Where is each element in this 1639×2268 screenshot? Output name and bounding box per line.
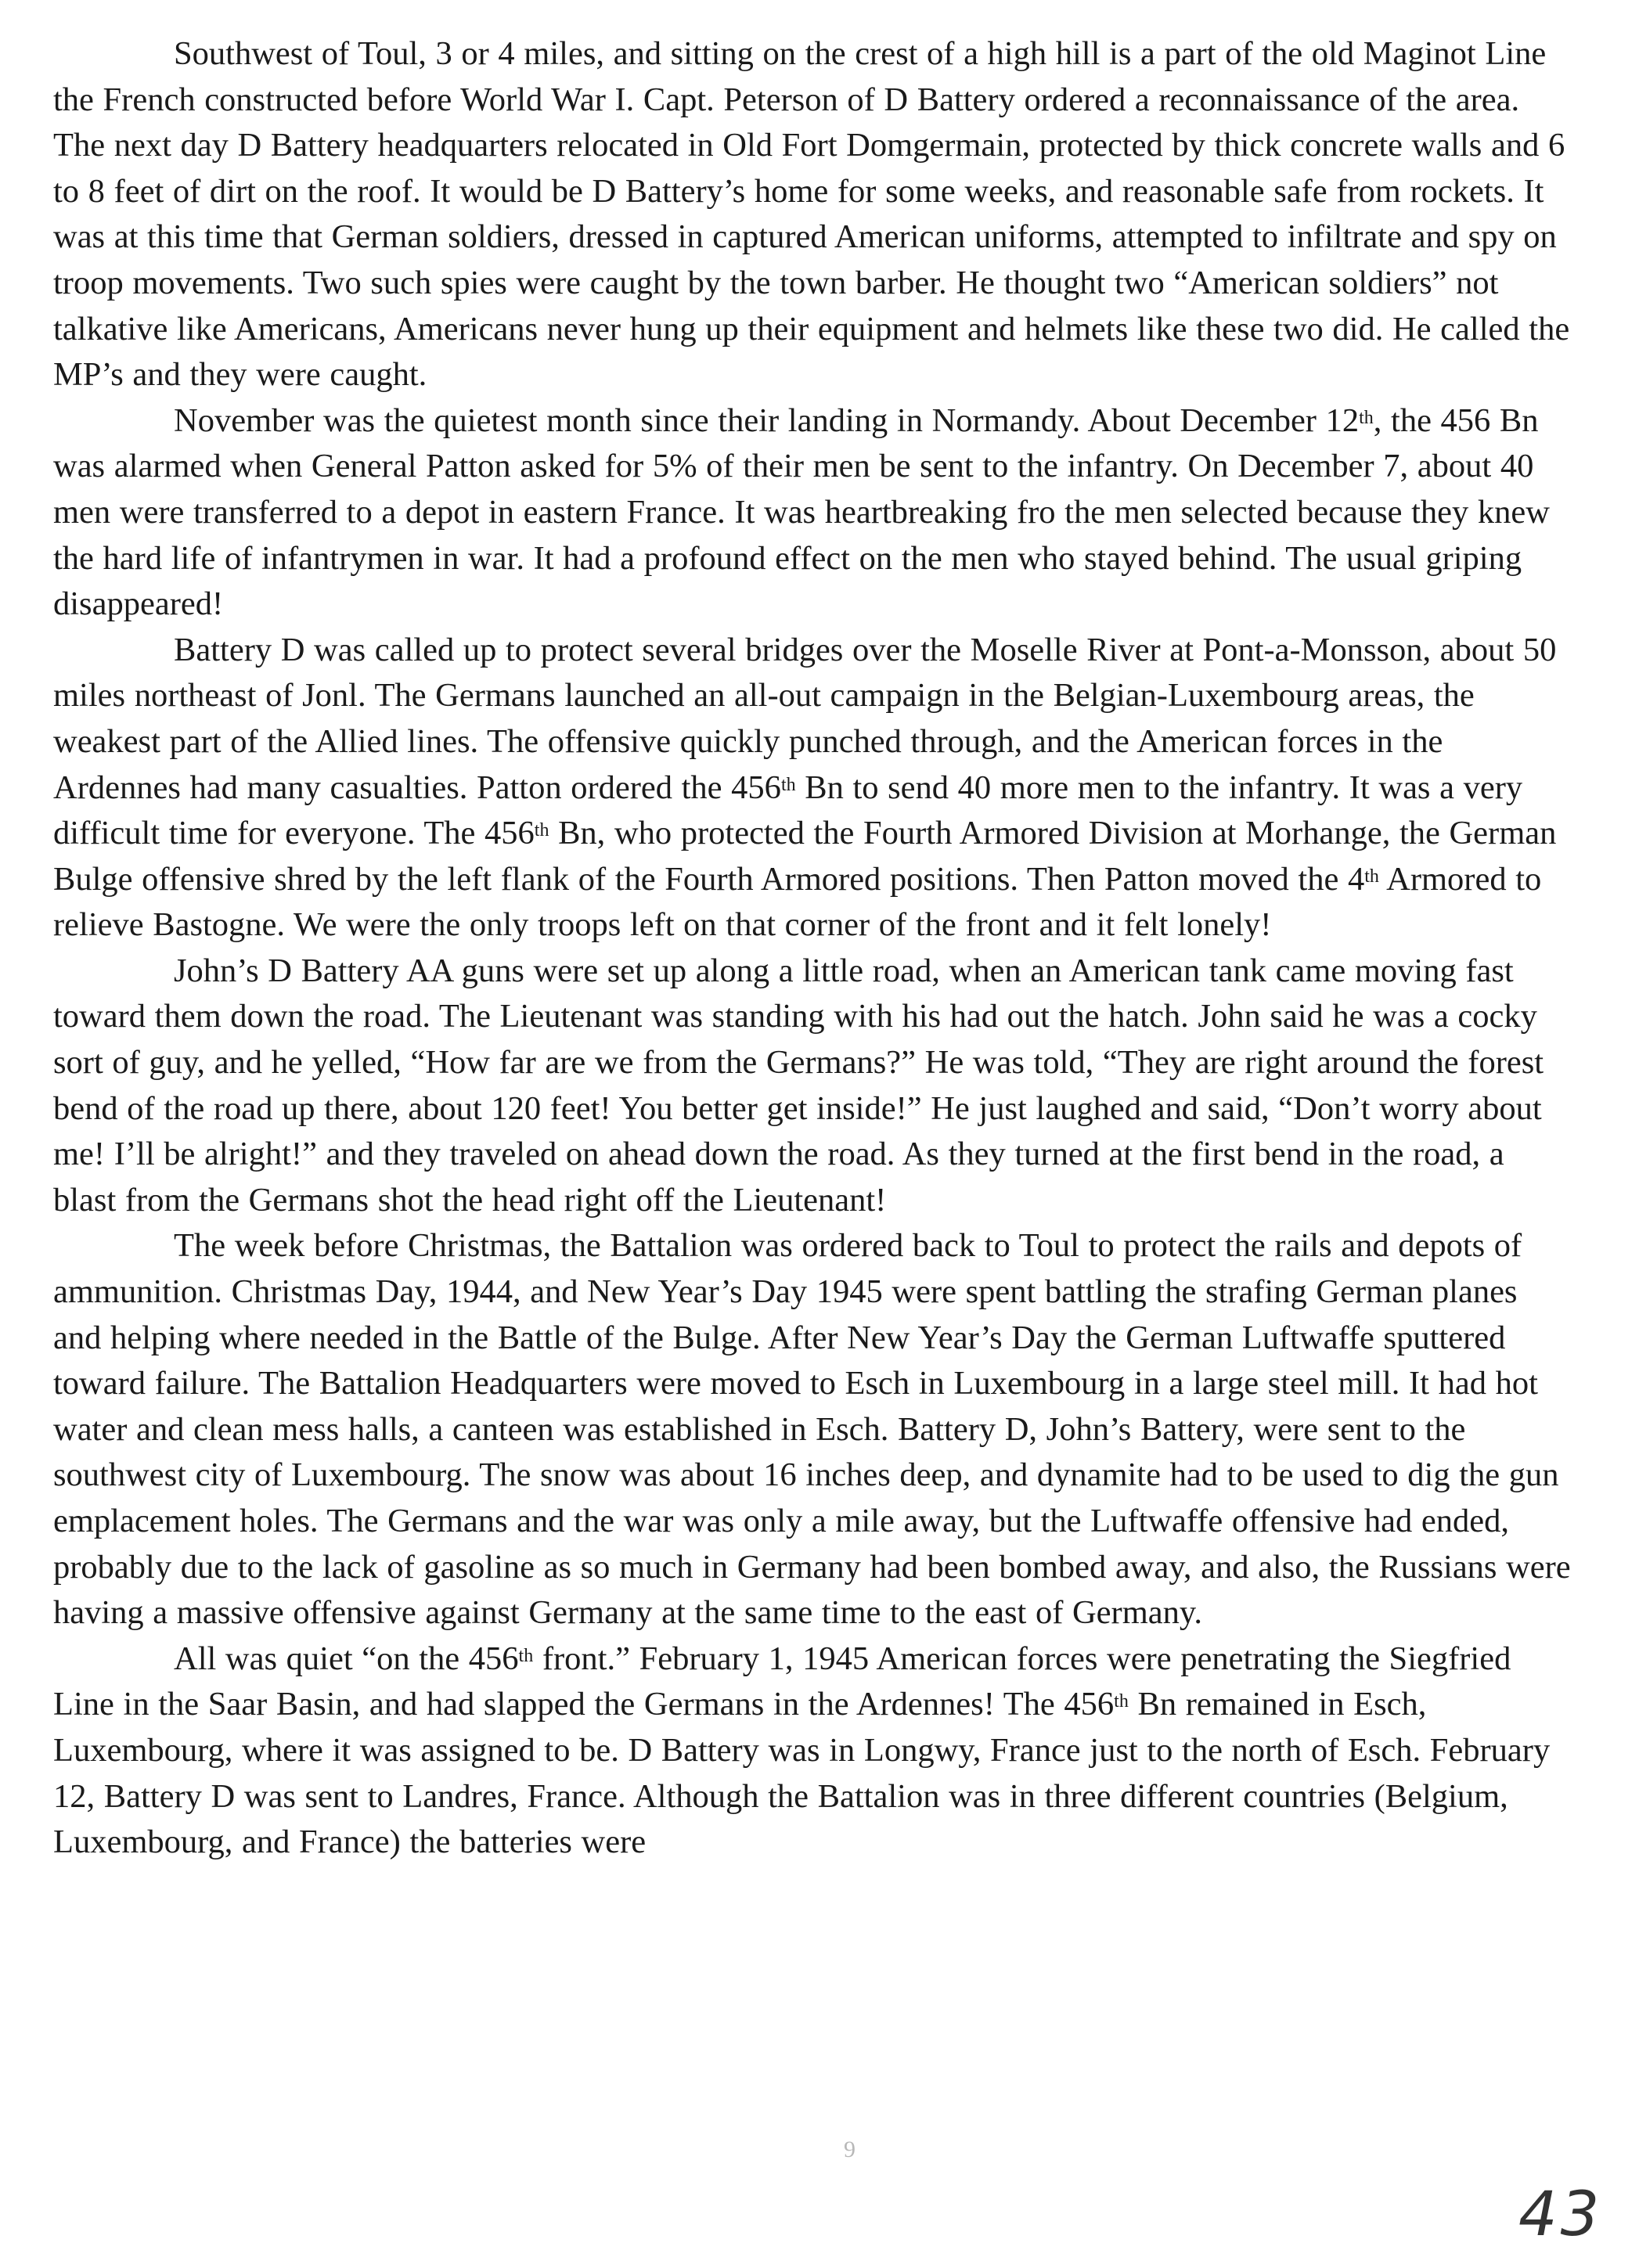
paragraph-text: Battery D was called up to protect several bridges over the Moselle River at Pont-a-Monsson, about 50 miles northeast of Jonl. The Germans launched an all-out campaign in the Belgian-Luxembourg areas, the weakest part of the Allied lines. The offensive quickly punched through, and the American forces in the Ardennes had many casualties. Patton ordered the 456 [53, 631, 1557, 806]
paragraph-text: Armored to relieve Bastogne. We were the only troops left on that corner of the front and it felt lonely! [53, 860, 1542, 944]
ordinal-superscript: th [1359, 407, 1374, 428]
paragraph [53, 949, 1572, 1224]
handwritten-page-number: 43 [1518, 2180, 1603, 2250]
paragraph [53, 398, 1572, 628]
ordinal-superscript: th [1114, 1691, 1129, 1712]
paragraph-text: The week before Christmas, the Battalion was ordered back to Toul to protect the rails and depots of ammunition. Christmas Day, 1944, and New Year’s Day 1945 were spent battling the strafing German planes and helping where needed in the Battle of the Bulge. After New Year’s Day the German Luftwaffe sputtered toward failure. The Battalion Headquarters were moved to Esch in Luxembourg in a large steel mill. It had hot water and clean mess halls, a canteen was established in Esch. Battery D, John’s Battery, were sent to the southwest city of Luxembourg. The snow was about 16 inches deep, and dynamite had to be used to dig the gun emplacement holes. The Germans and the war was only a mile away, but the Luftwaffe offensive had ended, probably due to the lack of gasoline as so much in Germany had been bombed away, and also, the Russians were having a massive offensive against Germany at the same time to the east of Germany. [53, 1227, 1571, 1632]
ordinal-superscript: th [518, 1645, 534, 1666]
paragraph-text: Southwest of Toul, 3 or 4 miles, and sitting on the crest of a high hill is a part of the old Maginot Line the French constructed before World War I. Capt. Peterson of D Battery ordered a reconnaissance of the area. The next day D Battery headquarters relocated in Old Fort Domgermain, protected by thick concrete walls and 6 to 8 feet of dirt on the roof. It would be D Battery’s home for some weeks, and reasonable safe from rockets. It was at this time that German soldiers, dressed in captured American uniforms, attempted to infiltrate and spy on troop movements. Two such spies were caught by the town barber. He thought two “American soldiers” not talkative like Americans, Americans never hung up their equipment and helmets like these two did. He called the MP’s and they were caught. [53, 35, 1570, 394]
paragraph-text: Bn, who protected the Fourth Armored Division at Morhange, the German Bulge offensive shred by the left flank of the Fourth Armored positions. Then Patton moved the 4 [53, 815, 1557, 898]
paragraph-text: front.” February 1, 1945 American forces were penetrating the Siegfried Line in the Saar Basin, and had slapped the Germans in the Ardennes! The 456 [53, 1640, 1511, 1723]
ordinal-superscript: th [534, 820, 549, 841]
paragraph-text: Bn remained in Esch, Luxembourg, where it was assigned to be. D Battery was in Longwy, France just to the north of Esch. February 12, Battery D was sent to Landres, France. Although the Battalion was in three different countries (Belgium, Luxembourg, and France) the batteries were [53, 1686, 1551, 1861]
paragraph-text: Bn to send 40 more men to the infantry. It was a very difficult time for everyone. The 456 [53, 769, 1523, 852]
paragraph-text: , the 456 Bn was alarmed when General Patton asked for 5% of their men be sent to the infantry. On December 7, about 40 men were transferred to a depot in eastern France. It was heartbreaking fro the men selected because they knew the hard life of infantrymen in war. It had a profound effect on the men who stayed behind. The usual griping disappeared! [53, 401, 1550, 623]
paragraph-text: All was quiet “on the 456 [174, 1640, 519, 1677]
paragraph-text: November was the quietest month since their landing in Normandy. About December 12 [174, 401, 1360, 439]
faint-page-mark: 9 [844, 2137, 856, 2162]
paragraph [53, 628, 1572, 949]
paragraph [53, 1223, 1572, 1636]
paragraph [53, 1636, 1572, 1866]
paragraph [53, 31, 1572, 398]
paragraph-text: John’s D Battery AA guns were set up along a little road, when an American tank came moving fast toward them down the road. The Lieutenant was standing with his had out the hatch. John said he was a cocky sort of guy, and he yelled, “How far are we from the Germans?” He was told, “They are right around the forest bend of the road up there, about 120 feet! You better get inside!” He just laughed and said, “Don’t worry about me! I’ll be alright!” and they traveled on ahead down the road. As they turned at the first bend in the road, a blast from the Germans shot the head right off the Lieutenant! [53, 952, 1544, 1219]
document-body [53, 31, 1572, 1866]
ordinal-superscript: th [1364, 866, 1379, 887]
ordinal-superscript: th [780, 774, 796, 795]
